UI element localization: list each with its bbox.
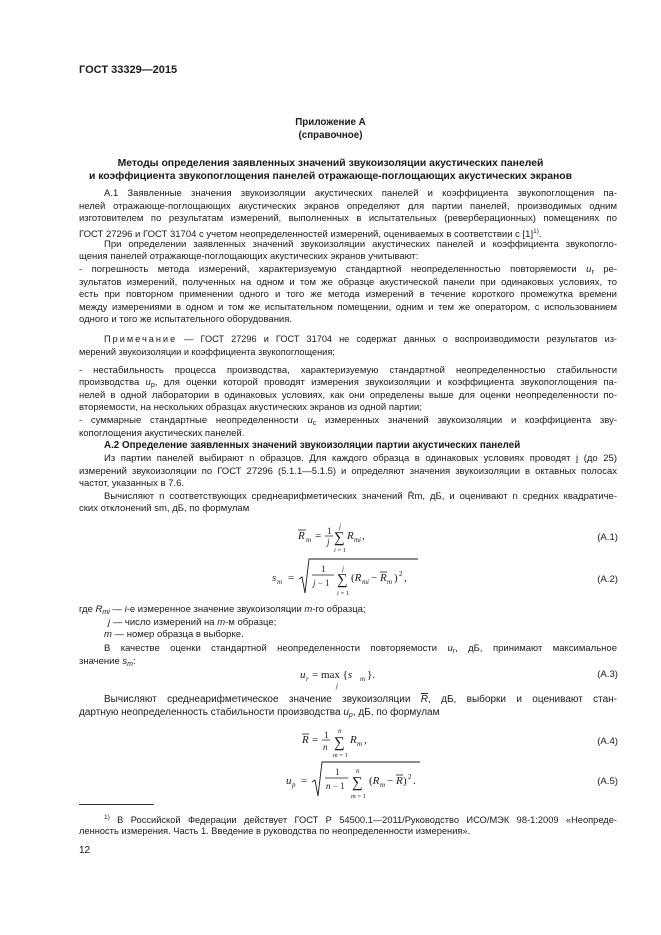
svg-text:m = 1: m = 1	[333, 752, 348, 759]
svg-text:m: m	[387, 578, 393, 586]
page-number: 12	[79, 845, 91, 856]
svg-text:∑: ∑	[334, 530, 345, 546]
svg-text:m: m	[357, 740, 363, 748]
equation-a5	[286, 760, 436, 802]
svg-text:j: j	[336, 682, 338, 690]
svg-text:j: j	[339, 523, 341, 531]
a2-line-5: ских отклонений sm, дБ, по формулам	[79, 503, 250, 514]
up-paragraph-line-1: Вычисляют среднеарифметическое значение звукоизоляции $\overline{R}$, дБ, выборки и оценивают стан-	[104, 694, 617, 705]
equation-a5-number: (А.5)	[597, 776, 618, 787]
svg-text:j: j	[342, 565, 344, 573]
definition-rmi: где $R_{mi}$ — i-е измеренное значение звукоизоляции m-го образца;	[79, 604, 366, 616]
svg-text:i = 1: i = 1	[334, 547, 346, 554]
paragraph-a1-line-3: изготовителем по результатам измерений, выполненных в испытательных (реверберационных) помещениях по	[79, 213, 617, 224]
svg-text:u: u	[300, 669, 306, 681]
svg-text:2: 2	[408, 773, 412, 781]
equation-a3	[300, 664, 380, 690]
svg-text:R: R	[302, 734, 309, 746]
paragraph-a1-line-2: нелей отражающе-поглощающих акустических экранов определяют для партии панелей, производимых одним	[79, 201, 617, 212]
svg-text:): )	[394, 572, 398, 584]
bullet-1-line-1: - погрешность метода измерений, характеризуемую стандартной неопределенностью повторяемости $u_r$ ре-	[79, 264, 617, 276]
equation-a1	[290, 517, 400, 555]
appendix-label: Приложение А	[295, 117, 366, 128]
section-a2-title: А.2 Определение заявленных значений звукоизоляции партии акустических панелей	[104, 440, 521, 451]
svg-text:R: R	[396, 775, 403, 787]
svg-text:=: =	[312, 734, 319, 746]
bullet-1-line-4: между измерениями в одном и том же испытательном помещении, одним и тем же оператором, с использованием	[79, 302, 617, 313]
svg-text:s: s	[272, 572, 277, 584]
svg-text:m: m	[360, 675, 366, 683]
bullet-1-line-2: зультатов измерений, полученных на одном и том же образце акустической панели при одинаковых условиях, то	[79, 277, 617, 288]
note-line-2: мерений звукоизоляции и коэффициента звукопоглощения;	[79, 347, 335, 357]
svg-text:n: n	[356, 767, 360, 775]
svg-text:(R: (R	[351, 572, 362, 584]
svg-text:−: −	[387, 775, 394, 787]
svg-text:=: =	[301, 775, 308, 787]
ur-paragraph-line-1: В качестве оценки стандартной неопределенности повторяемости $u_r$, дБ, принимают максимальное	[104, 643, 617, 655]
svg-text:n: n	[338, 727, 342, 735]
footnote-line-1: $^{1)}$ В Российской Федерации действует ГОСТ Р 54500.1—2011/Руководство ИСО/МЭК 98-1:2009 «Неопреде-	[104, 814, 617, 825]
footnote-separator	[79, 804, 154, 805]
svg-text:j: j	[327, 537, 330, 547]
up-paragraph-line-2: дартную неопределенность стабильности производства $u_p$, дБ, по формулам	[79, 707, 440, 719]
paragraph-2-line-1: При определении заявленных значений звукоизоляции акустических панелей и коэффициента звукопогло-	[104, 239, 617, 250]
svg-text:,: ,	[364, 734, 367, 746]
svg-text:−: −	[371, 572, 378, 584]
appendix-kind: (справочное)	[298, 130, 363, 141]
svg-text:m: m	[306, 536, 312, 544]
svg-text:∑: ∑	[334, 735, 345, 751]
equation-a4-number: (А.4)	[597, 736, 618, 747]
definition-j: j — число измерений на m-м образце;	[108, 617, 277, 628]
svg-text:): )	[403, 775, 407, 787]
a2-line-4: Вычисляют n соответствующих среднеарифметических значений R̄m, дБ, и оценивают n средних квадратиче-	[104, 491, 617, 502]
svg-text:mi: mi	[362, 578, 369, 586]
svg-text:R: R	[350, 734, 357, 746]
equation-a3-number: (А.3)	[597, 669, 618, 680]
svg-text:=: =	[288, 572, 295, 584]
a2-line-3: частот, указанных в 7.6.	[79, 478, 185, 489]
svg-text:=: =	[315, 530, 322, 542]
svg-text:1: 1	[327, 526, 332, 536]
a2-line-1: Из партии панелей выбирают n образцов. Для каждого образца в одинаковых условиях проводят j (до 25)	[104, 453, 617, 464]
bullet-2-line-4: вторяемости, на нескольких образцах акустических экранов из одной партии;	[79, 402, 422, 413]
bullet-2-line-2: производства $u_p$, для оценки которой проводят измерения звукоизоляции и коэффициента звукопоглощения па-	[79, 377, 617, 389]
footnote-ref: 1)	[533, 228, 539, 235]
svg-text:R: R	[380, 572, 387, 584]
svg-text:∑: ∑	[337, 572, 348, 588]
appendix-title-line-2: и коэффициента звукопоглощения панелей отражающе-поглощающих акустических экранов	[88, 171, 573, 182]
svg-text:R: R	[347, 530, 354, 542]
bullet-2-line-1: - нестабильность процесса производства, характеризуемую стандартной неопределенностью стабильности	[79, 365, 617, 376]
a2-line-2: измерений звукоизоляции по ГОСТ 27296 (5.1.1—5.1.5) и определяют значения звукоизоляции в октавных полосах	[79, 466, 617, 477]
appendix-title-line-1: Методы определения заявленных значений звукоизоляции акустических панелей	[117, 158, 544, 169]
svg-text:= max {s: = max {s	[312, 669, 353, 681]
svg-text:1: 1	[324, 730, 329, 740]
paragraph-2-line-2: щения панелей отражающе-поглощающих акустических экранов учитывают:	[79, 251, 419, 262]
svg-text:p: p	[292, 781, 296, 789]
svg-text:R: R	[298, 530, 305, 542]
svg-text:n: n	[323, 742, 328, 752]
paragraph-a1-line-4: ГОСТ 27296 и ГОСТ 31704 с учетом неопределенностей измерений, оцениваемых в соответствии с $[1]^{1)}$.	[79, 228, 542, 240]
bullet-3-line-1: - суммарные стандартные неопределенности $u_c$ измеренных значений звукоизоляции и коэффициента зву-	[79, 415, 617, 427]
svg-text:mi: mi	[354, 536, 361, 544]
equation-a1-number: (А.1)	[597, 532, 618, 543]
svg-text:n − 1: n − 1	[326, 781, 345, 791]
svg-text:i = 1: i = 1	[337, 590, 349, 597]
svg-text:2: 2	[399, 570, 403, 578]
svg-text:.: .	[413, 775, 416, 787]
equation-a2	[272, 557, 432, 599]
svg-text:,: ,	[404, 572, 407, 584]
bullet-1-line-3: есть при повторном применении одного и того же метода измерений в течение короткого промежутка времени	[79, 289, 617, 300]
equation-a4	[300, 722, 390, 760]
svg-text:m: m	[380, 781, 386, 789]
svg-text:r: r	[306, 675, 309, 683]
svg-text:1: 1	[321, 564, 326, 574]
note-line-1: Примечание — ГОСТ 27296 и ГОСТ 31704 не содержат данных о воспроизводимости результатов из-	[104, 334, 617, 344]
ur-paragraph-line-2: значение $s_m$:	[79, 656, 136, 668]
svg-text:m: m	[277, 578, 283, 586]
definition-m: m — номер образца в выборке.	[104, 629, 244, 640]
svg-text:m = 1: m = 1	[351, 793, 366, 800]
equation-a2-number: (А.2)	[597, 574, 618, 585]
paragraph-a1-line-1: А.1 Заявленные значения звукоизоляции акустических панелей и коэффициента звукопоглощения па-	[104, 188, 617, 199]
svg-text:∑: ∑	[352, 775, 363, 791]
svg-text:(R: (R	[369, 775, 380, 787]
footnote-line-2: ленность измерения. Часть 1. Введение в руководства по неопределенности измерения».	[79, 826, 471, 836]
svg-text:u: u	[286, 775, 292, 787]
bullet-2-line-3: нелей в одной лаборатории в одинаковых условиях, как они определены выше для оценки неопределенности по-	[79, 390, 617, 401]
svg-text:}.: }.	[367, 669, 376, 681]
bullet-1-line-5: одного и того же испытательного оборудования.	[79, 314, 293, 325]
bullet-3-line-2: копоглощения акустических панелей.	[79, 428, 245, 439]
svg-text:,: ,	[362, 530, 365, 542]
svg-text:1: 1	[335, 767, 340, 777]
svg-text:j − 1: j − 1	[313, 578, 330, 588]
standard-header: ГОСТ 33329—2015	[79, 64, 178, 76]
